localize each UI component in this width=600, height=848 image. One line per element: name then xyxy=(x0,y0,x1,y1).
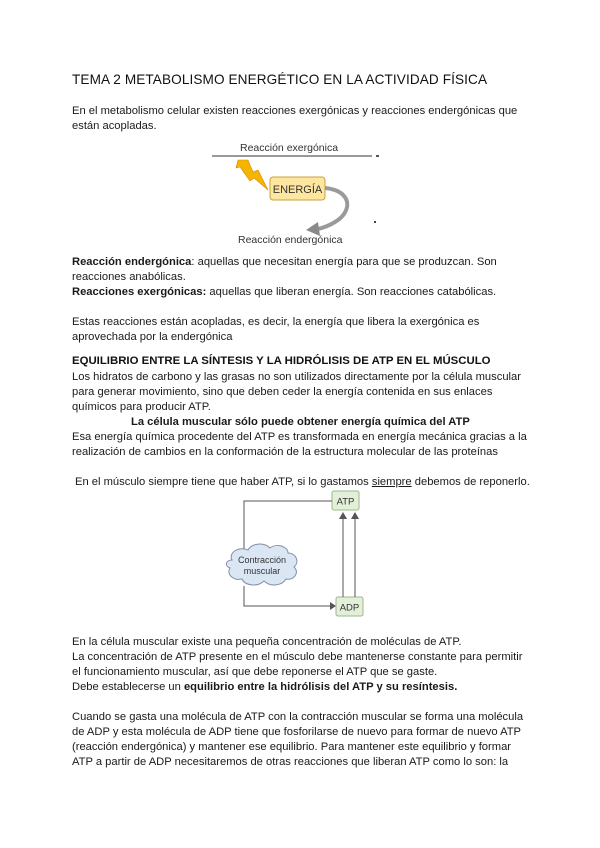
energy-box-label: ENERGÍA xyxy=(272,184,323,196)
section2-p1-line-3: químicos para producir ATP. xyxy=(72,401,211,413)
diagram1-bottom-label: Reacción endergónica xyxy=(238,234,343,246)
def-endergonica-text: : aquellas que necesitan energía para que se produzcan. Son xyxy=(191,256,497,268)
def-endergonica-term: Reacción endergónica xyxy=(72,256,192,268)
section2-p2-line-2: realización de cambios en la conformación de la estructura molecular de las proteínas xyxy=(72,446,498,458)
adp-to-atp-arrowhead-1-icon xyxy=(339,512,347,519)
section2-p1-line-1: Los hidratos de carbono y las grasas no son utilizados directamente por la célula muscular xyxy=(72,371,521,383)
section4-line-4: ATP a partir de ADP necesitaremos de otras reacciones que liberan ATP como lo son: la xyxy=(72,756,509,768)
siempre-underlined: siempre xyxy=(371,476,412,488)
section3-line-3: el funcionamiento muscular, así que debe reponerse el ATP que se gaste. xyxy=(72,666,438,678)
intro-line-2: están acopladas. xyxy=(72,120,157,132)
atp-box-label: ATP xyxy=(336,496,355,508)
section3-line-4 xyxy=(72,680,457,695)
siempre-pre: En el músculo siempre tiene que haber ATP, si lo gastamos xyxy=(75,476,372,488)
siempre-post: debemos de reponerlo. xyxy=(411,476,530,488)
section3-line-4-bold: equilibrio entre la hidrólisis del ATP y su resíntesis. xyxy=(183,681,458,693)
section3-line-1: En la célula muscular existe una pequeña concentración de moléculas de ATP. xyxy=(72,636,462,648)
cloud-label-line-2: muscular xyxy=(243,566,281,576)
section4-line-1: Cuando se gasta una molécula de ATP con la contracción muscular se forma una molécula xyxy=(72,711,524,723)
adp-to-atp-arrowhead-2-icon xyxy=(351,512,359,519)
def-exergonicas-text: aquellas que liberan energía. Son reacciones catabólicas. xyxy=(206,286,497,298)
diagram1-top-label: Reacción exergónica xyxy=(240,142,339,154)
bold-statement-atp: La célula muscular sólo puede obtener energía química del ATP xyxy=(131,416,470,428)
coupling-line-2: aprovechada por la endergónica xyxy=(72,331,233,343)
adp-box-label: ADP xyxy=(339,602,360,614)
cloud-label-line-1: Contracción xyxy=(237,555,287,565)
section3-line-2: La concentración de ATP presente en el músculo debe mantenerse constante para permitir xyxy=(72,651,523,663)
section2-p2-line-1: Esa energía química procedente del ATP es transformada en energía mecánica gracias a la xyxy=(72,431,527,443)
section4-line-2: de ADP y esta molécula de ADP tiene que fosforilarse de nuevo para formar de nuevo ATP xyxy=(72,726,522,738)
cloud-to-adp-line xyxy=(244,586,331,606)
def-exergonicas-term: Reacciones exergónicas: xyxy=(72,286,207,298)
section3-line-4-pre: Debe establecerse un xyxy=(72,681,184,693)
section4-line-3: (reacción endergónica) y mantener ese equilibrio. Para mantener este equilibrio y formar xyxy=(72,741,512,753)
page-title: TEMA 2 METABOLISMO ENERGÉTICO EN LA ACTIVIDAD FÍSICA xyxy=(72,72,488,87)
section2-p1-line-2: para generar movimiento, sino que deben ceder la energía contenida en sus enlaces xyxy=(72,386,493,398)
cloud-to-adp-arrowhead-icon xyxy=(330,602,336,610)
coupling-line-1: Estas reacciones están acopladas, es decir, la energía que libera la exergónica es xyxy=(72,316,480,328)
section-heading-equilibrio: EQUILIBRIO ENTRE LA SÍNTESIS Y LA HIDRÓLISIS DE ATP EN EL MÚSCULO xyxy=(72,355,491,367)
intro-line-1: En el metabolismo celular existen reacciones exergónicas y reacciones endergónicas que xyxy=(72,105,518,117)
def-endergonica-line-2: reacciones anabólicas. xyxy=(72,271,186,283)
